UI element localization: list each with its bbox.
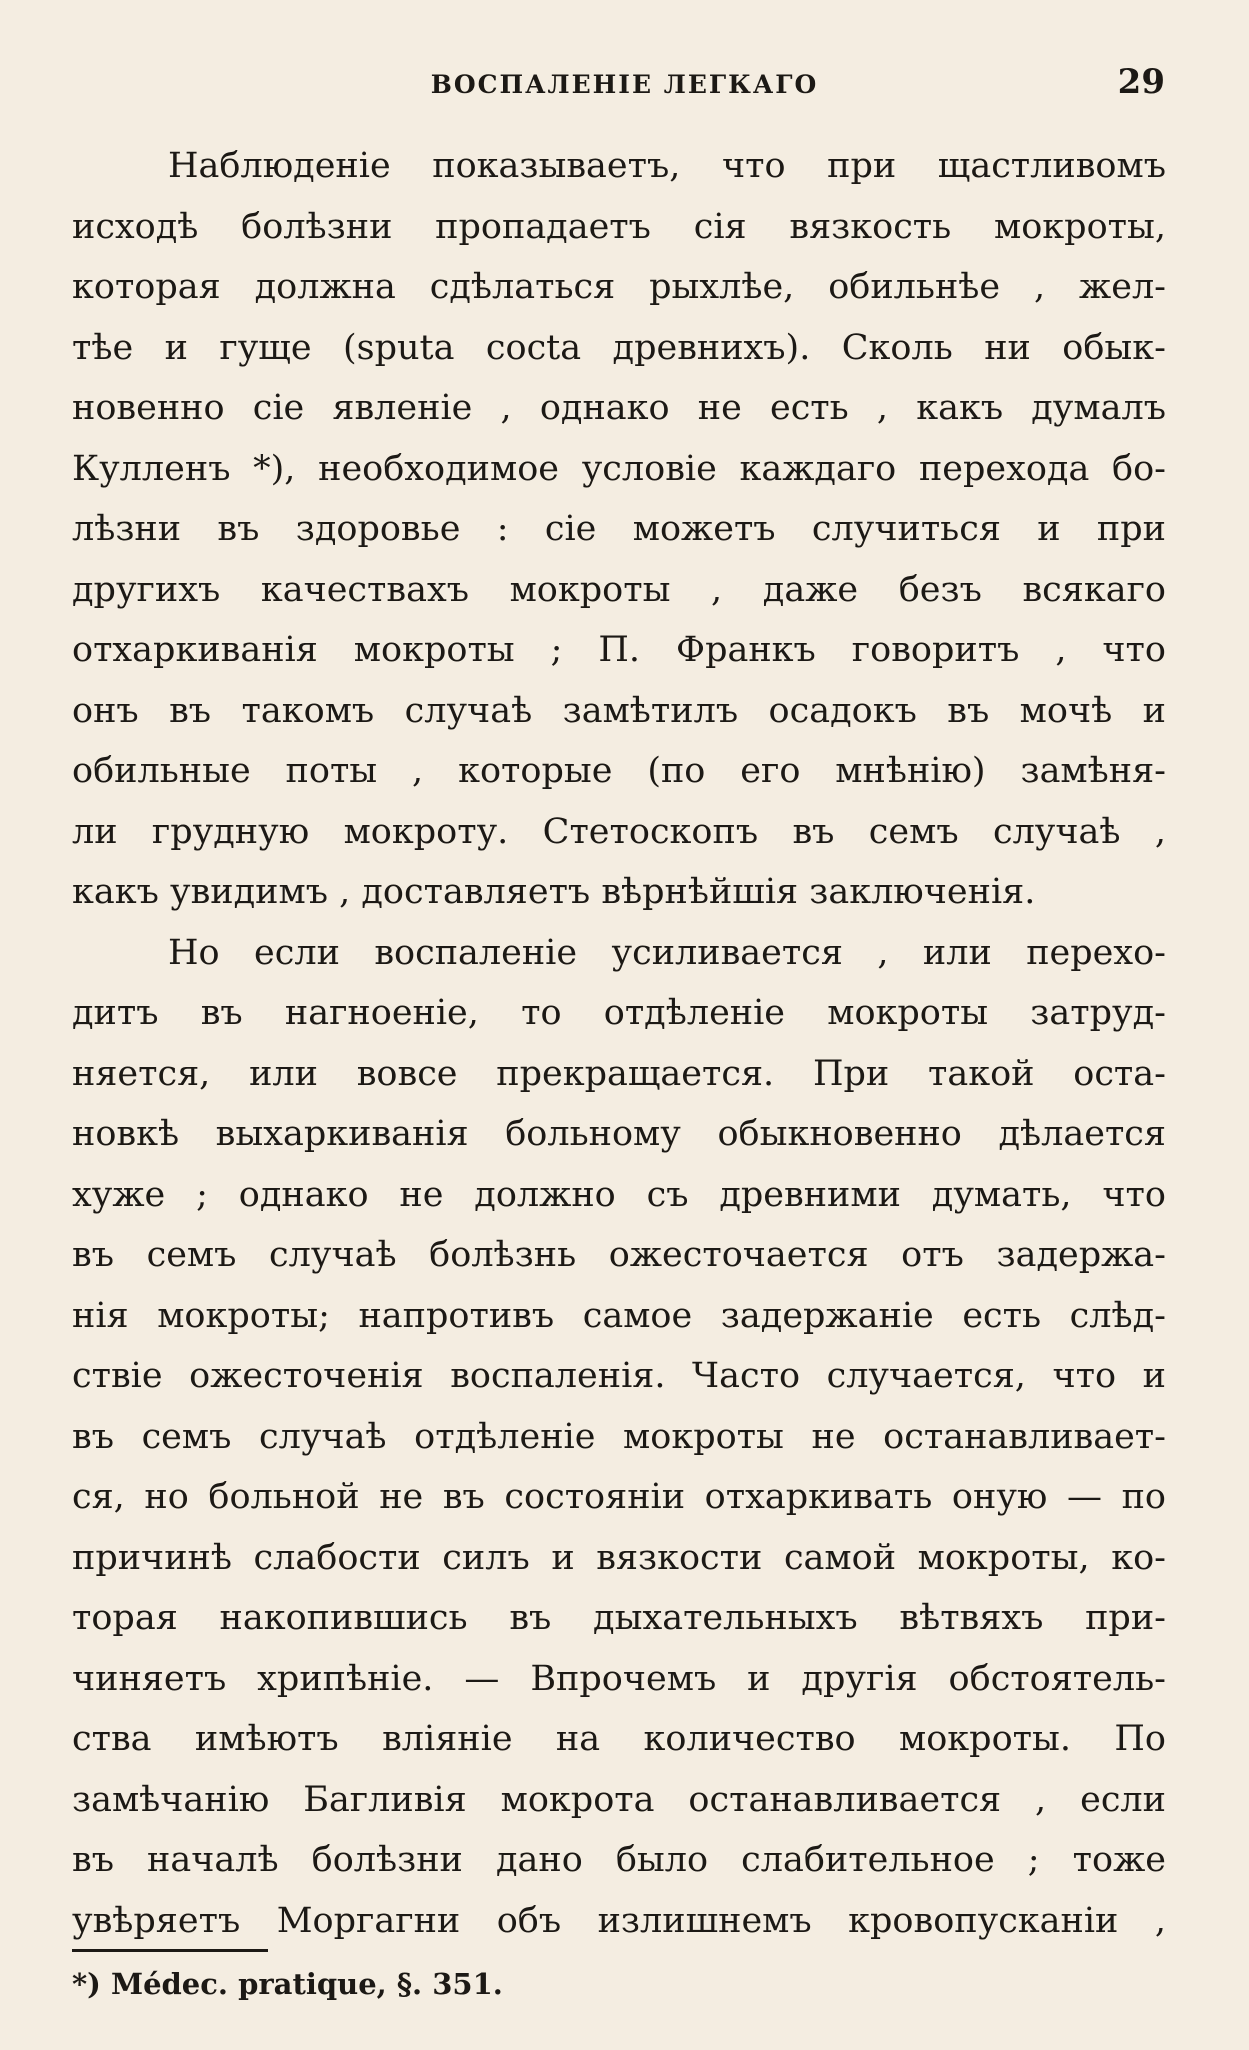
text-line: въ семъ случаѣ отдѣленіе мокроты не останавливает- (72, 1416, 1166, 1457)
text-line: причинѣ слабости силъ и вязкости самой мокроты, ко- (72, 1537, 1166, 1578)
text-line: Кулленъ *), необходимое условіе каждаго перехода бо- (72, 448, 1166, 489)
text-line: новенно сіе явленіе , однако не есть , какъ думалъ (72, 388, 1166, 428)
footnote-divider (72, 1949, 268, 1952)
text-line: какъ увидимъ , доставляетъ вѣрнѣйшія заключенія. (72, 872, 1036, 912)
running-head (0, 62, 1249, 106)
text-line: торая накопившись въ дыхательныхъ вѣтвяхъ при- (72, 1598, 1166, 1638)
text-line: ствіе ожесточенія воспаленія. Часто случается, что и (72, 1356, 1166, 1396)
text-line: въ началѣ болѣзни дано было слабительное ; тоже (72, 1840, 1166, 1880)
page-number: 29 (1117, 62, 1165, 102)
running-title: ВОСПАЛЕНІЕ ЛЕГКАГО (430, 70, 819, 99)
text-line: Но если воспаленіе усиливается , или перехо- (168, 932, 1166, 973)
text-line: исходѣ болѣзни пропадаетъ сія вязкость мокроты, (72, 206, 1166, 247)
body-text (72, 136, 1166, 1951)
text-line: замѣчанію Багливія мокрота останавливается , если (72, 1779, 1166, 1820)
text-line: нія мокроты; напротивъ самое задержаніе есть слѣд- (72, 1295, 1166, 1336)
text-line: ся, но больной не въ состояніи отхаркивать оную — по (72, 1477, 1166, 1517)
text-line: няется, или вовсе прекращается. При такой оста- (72, 1053, 1166, 1094)
text-line: увѣряетъ Моргагни объ излишнемъ кровопусканіи , (72, 1900, 1166, 1941)
footnote: *) Médec. pratique, §. 351. (72, 1967, 503, 2001)
text-line: новкѣ выхаркиванія больному обыкновенно дѣлается (72, 1114, 1166, 1154)
text-line: ли грудную мокроту. Стетоскопъ въ семъ случаѣ , (72, 811, 1166, 852)
text-line: другихъ качествахъ мокроты , даже безъ всякаго (72, 569, 1166, 610)
text-line: которая должна сдѣлаться рыхлѣе, обильнѣе , жел- (72, 267, 1166, 307)
text-line: чиняетъ хрипѣніе. — Впрочемъ и другія обстоятель- (72, 1658, 1166, 1699)
text-line: отхаркиванія мокроты ; П. Франкъ говоритъ , что (72, 630, 1166, 670)
text-line: обильные поты , которые (по его мнѣнію) замѣня- (72, 751, 1166, 791)
text-line: лѣзни въ здоровье : сіе можетъ случиться и при (72, 509, 1166, 549)
text-line: ства имѣютъ вліяніе на количество мокроты. По (72, 1719, 1166, 1759)
text-line: хуже ; однако не должно съ древними думать, что (72, 1174, 1166, 1215)
text-line: онъ въ такомъ случаѣ замѣтилъ осадокъ въ мочѣ и (72, 690, 1166, 731)
text-line: дитъ въ нагноеніе, то отдѣленіе мокроты затруд- (72, 993, 1166, 1033)
text-line: Наблюденіе показываетъ, что при щастливомъ (168, 146, 1166, 186)
text-line: тѣе и гуще (sputa cocta древнихъ). Сколь ни обык- (72, 327, 1166, 368)
text-line: въ семъ случаѣ болѣзнь ожесточается отъ задержа- (72, 1235, 1166, 1275)
